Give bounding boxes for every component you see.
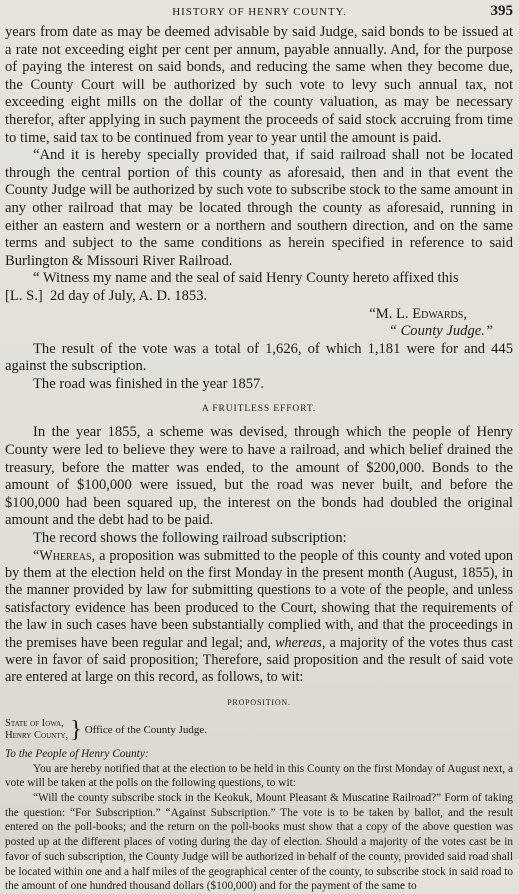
county-line: Henry County, bbox=[5, 729, 69, 741]
running-title: HISTORY OF HENRY COUNTY. bbox=[172, 6, 347, 18]
section-heading: A FRUITLESS EFFORT. bbox=[201, 404, 317, 415]
paragraph-resolution bbox=[5, 548, 513, 687]
paragraph-vote-result: The result of the vote was a total of 1,626, of which 1,181 were for and 445 against the subscription. bbox=[5, 340, 513, 375]
signature-name: “M. L. Edwards, bbox=[369, 305, 467, 322]
whereas-word: “Whereas, bbox=[33, 547, 96, 564]
paragraph-road-finished: The road was finished in the year 1857. bbox=[33, 375, 264, 392]
office-label: Office of the County Judge. bbox=[84, 723, 208, 736]
state-county-block bbox=[5, 718, 513, 742]
paragraph-bond-terms: years from date as may be deemed advisable by said Judge, said bonds to be issued at a rate not exceeding eight per cent per annum, payable annually. And, for the purpose of paying the interest on said bonds, and reducing the same when they become due, the County Court will be authorized by such vote to levy such annual tax, not exceeding eight mills on the dollar of the county valuation, as may be necessary therefor, after applying in such payment the proceeds of said stock accruing from time to time, said tax to be continued from year to year until the amount is paid. bbox=[5, 24, 513, 146]
whereas-italic: whereas, bbox=[275, 634, 326, 651]
paragraph-seal-date bbox=[5, 288, 513, 306]
state-line: State of Iowa, bbox=[5, 717, 64, 729]
paragraph-provision: “And it is hereby specially provided that, if said railroad shall not be located through the central portion of this county as aforesaid, then and in that event the County Judge will be authorized by such vote to subscribe stock to the same amount in any other railroad that may be located through the county as aforesaid, running in either an eastern and western or a northern and southern direction, and on the same terms and subject to the same conditions as herein specified in reference to said Burlington & Missouri River Railroad. bbox=[5, 147, 513, 269]
proposition-heading: PROPOSITION. bbox=[227, 697, 291, 707]
body-text bbox=[5, 24, 513, 894]
paragraph-record: The record shows the following railroad subscription: bbox=[33, 530, 347, 547]
address-line: To the People of Henry County: bbox=[5, 747, 149, 760]
resolution-text-2: a majority of the votes thus cast were in favor of said proposition; Therefore, said proposition and the result of said vote are entered at large on this record, as follows, to wit: bbox=[5, 634, 514, 686]
signature-title: “ County Judge.” bbox=[388, 323, 493, 340]
brace-glyph: } bbox=[70, 716, 82, 743]
seal-mark: [L. S.] bbox=[5, 287, 43, 304]
paragraph-witness: “ Witness my name and the seal of said Henry County hereto affixed this bbox=[33, 270, 459, 287]
paragraph-notice: You are hereby notified that at the election to be held in this County on the first Monday of August next, a vote will be taken at the polls on the following questions, to wit: bbox=[5, 762, 513, 790]
page-number: 395 bbox=[490, 3, 513, 19]
state-county-lines bbox=[5, 718, 68, 742]
seal-date: 2d day of July, A. D. 1853. bbox=[50, 287, 208, 304]
running-head bbox=[0, 3, 519, 23]
paragraph-question: “Will the county subscribe stock in the Keokuk, Mount Pleasant & Muscatine Railroad?” Form of taking the question: “For Subscription.” “Against Subscription.” The vote is to be taken by ballot, and the result entered on the poll-books; and the return on the poll-books must show that a copy of the above question was posted up at the different places of voting during the day of election. Should a majority of the votes cast be in favor of such subscription, the County Judge will be authorized in behalf of the county, provided said road shall be located within one and a half miles of the geographical center of the county, to subscribe stock in said road to the amount of one hundred thousand dollars ($100,000) and for the payment of the same to bbox=[5, 791, 513, 893]
paragraph-scheme: In the year 1855, a scheme was devised, through which the people of Henry County were led to believe they were to have a railroad, and which belief drained the treasury, before the matter was ended, to the amount of $200,000. Bonds to the amount of $100,000 were issued, but the road was never built, and before the $100,000 had been squared up, the interest on the bonds had doubled the original amount and the debt had to be paid. bbox=[5, 424, 513, 529]
resolution-text-1: a proposition was submitted to the people of this county and voted upon by them at the election held on the first Monday in the present month (August, 1855), in the manner provided by law for submitting questions to a vote of the people, and unless satisfactory evidence has been produced to the Court, showing that the requirements of the law in such cases have been substantially complied with, and that the proceedings in the premises have been regular and legal; and, bbox=[5, 547, 514, 651]
